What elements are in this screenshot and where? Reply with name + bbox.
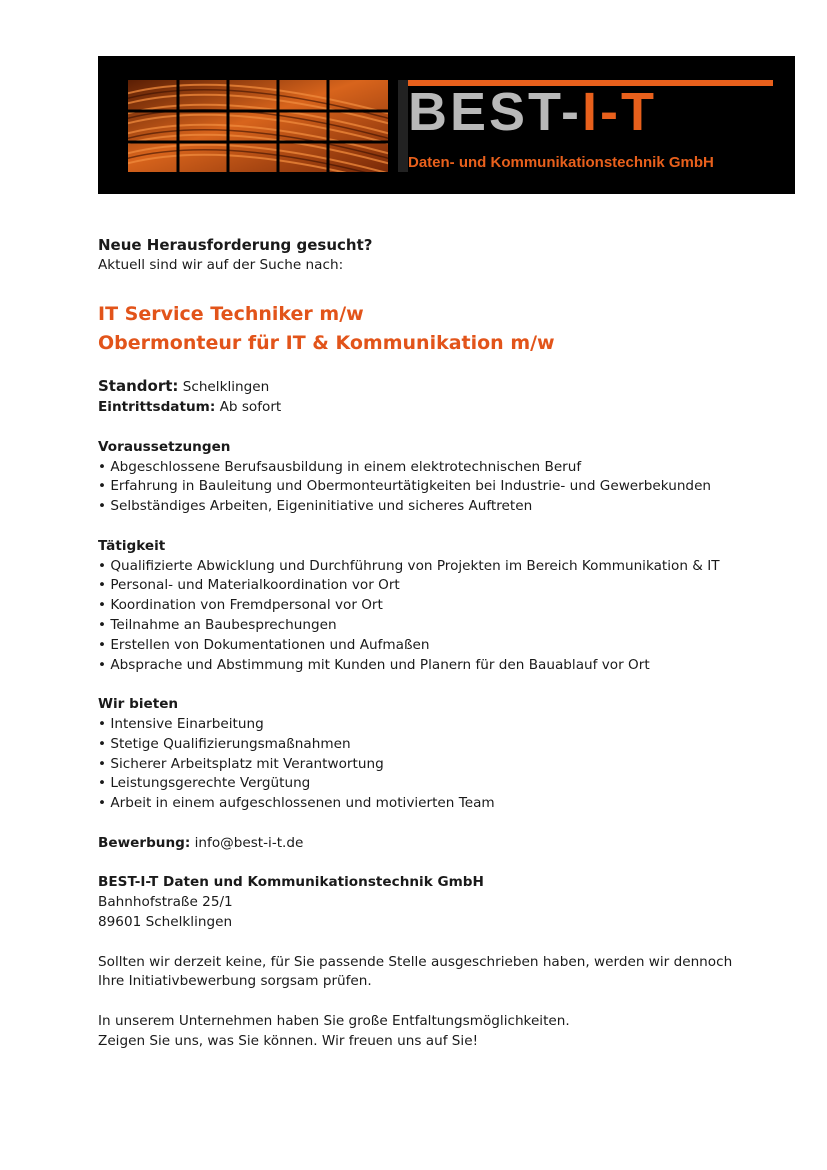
list-item: • Abgeschlossene Berufsausbildung in einem elektrotechnischen Beruf — [98, 458, 738, 478]
intro-subline: Aktuell sind wir auf der Suche nach: — [98, 256, 344, 273]
start-date-line — [98, 398, 738, 418]
list-item: • Personal- und Materialkoordination vor Ort — [98, 576, 738, 596]
list-item: • Leistungsgerechte Vergütung — [98, 774, 738, 794]
brand-subtitle: Daten- und Kommunikationstechnik GmbH — [408, 154, 714, 171]
start-value: Ab sofort — [215, 399, 282, 416]
offers-list — [98, 715, 738, 814]
address-city: 89601 Schelklingen — [98, 913, 233, 930]
start-label: Eintrittsdatum: — [98, 399, 216, 416]
tasks-list — [98, 557, 738, 676]
tasks-title: Tätigkeit — [98, 537, 166, 554]
list-item: • Stetige Qualifizierungsmaßnahmen — [98, 735, 738, 755]
requirements-title: Voraussetzungen — [98, 438, 231, 455]
job-posting — [98, 236, 738, 1051]
requirements-list — [98, 458, 738, 517]
job-title-1: IT Service Techniker m/w — [98, 302, 364, 325]
brand-name: BEST- — [408, 82, 583, 142]
closing-text-1b: Ihre Initiativbewerbung sorgsam prüfen. — [98, 973, 372, 990]
application-line — [98, 834, 738, 854]
list-item: • Arbeit in einem aufgeschlossenen und motivierten Team — [98, 794, 738, 814]
closing-text-1a: Sollten wir derzeit keine, für Sie passende Stelle ausgeschrieben haben, werden wir dennoch — [98, 953, 733, 970]
address-street: Bahnhofstraße 25/1 — [98, 894, 233, 911]
list-item: • Qualifizierte Abwicklung und Durchführung von Projekten im Bereich Kommunikation & IT — [98, 557, 738, 577]
list-item: • Erfahrung in Bauleitung und Obermonteurtätigkeiten bei Industrie- und Gewerbekunden — [98, 477, 738, 497]
brand-logo — [408, 82, 778, 142]
list-item: • Selbständiges Arbeiten, Eigeninitiative und sicheres Auftreten — [98, 497, 738, 517]
location-value: Schelklingen — [178, 379, 270, 396]
list-item: • Teilnahme an Baubesprechungen — [98, 616, 738, 636]
job-title-2: Obermonteur für IT & Kommunikation m/w — [98, 331, 555, 354]
closing-text-2b: Zeigen Sie uns, was Sie können. Wir freuen uns auf Sie! — [98, 1032, 479, 1049]
location-label: Standort: — [98, 377, 179, 396]
application-email[interactable]: info@best-i-t.de — [190, 834, 304, 851]
job-titles — [98, 300, 738, 358]
company-banner — [98, 56, 795, 194]
list-item: • Erstellen von Dokumentationen und Aufmaßen — [98, 636, 738, 656]
location-line — [98, 377, 738, 398]
list-item: • Sicherer Arbeitsplatz mit Verantwortung — [98, 755, 738, 775]
list-item: • Intensive Einarbeitung — [98, 715, 738, 735]
offers-title: Wir bieten — [98, 696, 179, 713]
list-item: • Absprache und Abstimmung mit Kunden und Planern für den Bauablauf vor Ort — [98, 656, 738, 676]
application-label: Bewerbung: — [98, 834, 191, 851]
closing-text-2a: In unserem Unternehmen haben Sie große Entfaltungsmöglichkeiten. — [98, 1012, 570, 1029]
company-name: BEST-I-T Daten und Kommunikationstechnik GmbH — [98, 874, 484, 891]
intro-headline: Neue Herausforderung gesucht? — [98, 236, 373, 254]
list-item: • Koordination von Fremdpersonal vor Ort — [98, 596, 738, 616]
brand-name-accent: I-T — [582, 82, 658, 142]
